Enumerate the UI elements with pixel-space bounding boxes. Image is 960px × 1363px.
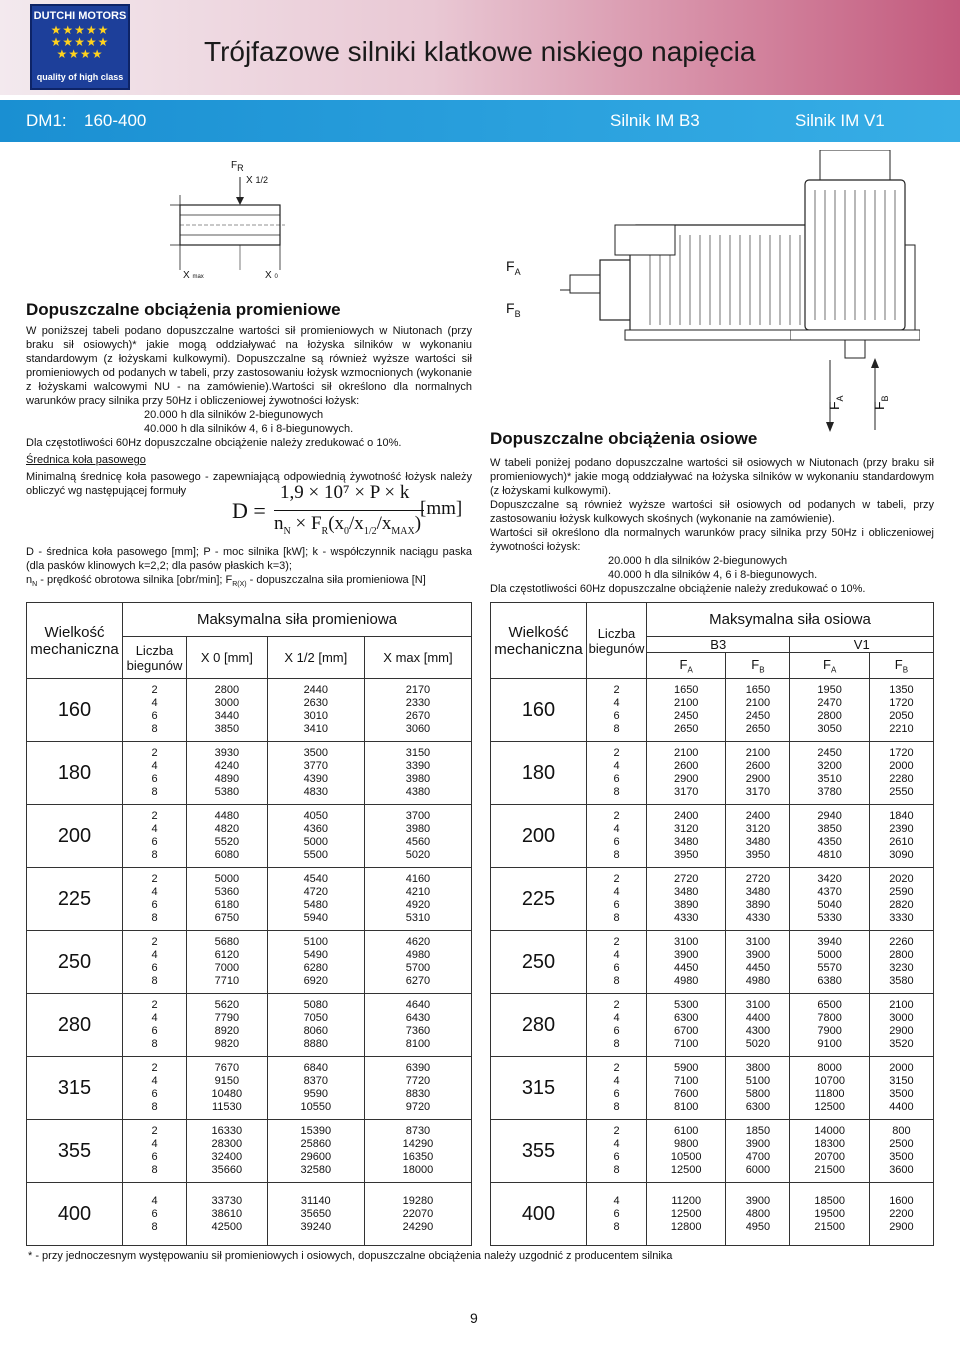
row-b3-fb: 2100 2600 2900 3170 — [726, 742, 790, 805]
row-b3-fa: 2720 3480 3890 4330 — [647, 868, 726, 931]
pulley-heading: Średnica koła pasowego — [26, 454, 146, 466]
row-size: 355 — [27, 1120, 123, 1183]
row-xmax: 3700 3980 4560 5020 — [364, 805, 471, 868]
row-b3-fb: 2400 3120 3480 3950 — [726, 805, 790, 868]
row-b3-fb: 3900 4800 4950 — [726, 1183, 790, 1246]
axial-header-v1-fb: $F_B$ — [869, 653, 933, 679]
table-row — [27, 1183, 472, 1246]
axial-p4: Dla częstotliwości 60Hz dopuszczalne obciążenie należy zredukować o 10%. — [490, 583, 866, 595]
row-size: 160 — [491, 679, 587, 742]
radial-life1: 20.000 h dla silników 2-biegunowych — [144, 409, 324, 421]
row-poles: 2 4 6 8 — [587, 805, 647, 868]
row-poles: 2 4 6 8 — [587, 742, 647, 805]
formula-unit: [mm] — [420, 498, 463, 519]
formula-legend-1: D - średnica koła pasowego [mm]; P - moc silnika [kW]; k - współczynnik naciągu paska (dla pasków klinowych k=2,2; dla pasów płaskich k=3); — [26, 546, 472, 572]
axial-title: Dopuszczalne obciążenia osiowe — [490, 429, 758, 448]
row-v1-fa: 18500 19500 21500 — [790, 1183, 869, 1246]
row-x12: 15390 25860 29600 32580 — [267, 1120, 364, 1183]
radial-header-poles: Liczba biegunów — [123, 637, 187, 679]
row-v1-fa: 8000 10700 11800 12500 — [790, 1057, 869, 1120]
row-xmax: 4640 6430 7360 8100 — [364, 994, 471, 1057]
series-bar — [0, 100, 960, 142]
row-size: 225 — [491, 868, 587, 931]
row-poles: 2 4 6 8 — [587, 994, 647, 1057]
pulley-p1: Minimalną średnicę koła pasowego - zapewniającą odpowiednią żywotność łożysk należy obliczyć wg następującej formuły — [26, 471, 472, 497]
row-v1-fa: 14000 18300 20700 21500 — [790, 1120, 869, 1183]
table-row — [491, 1120, 934, 1183]
row-b3-fa: 5300 6300 6700 7100 — [647, 994, 726, 1057]
radial-header-x0: X 0 [mm] — [187, 637, 268, 679]
table-row — [27, 931, 472, 994]
row-size: 400 — [27, 1183, 123, 1246]
row-x0: 5620 7790 8920 9820 — [187, 994, 268, 1057]
radial-p2: Dla częstotliwości 60Hz dopuszczalne obciążenie należy zredukować o 10%. — [26, 437, 402, 449]
row-size: 200 — [491, 805, 587, 868]
fb-label-b3: $F_B$ — [506, 300, 521, 319]
row-size: 280 — [491, 994, 587, 1057]
row-v1-fb: 1350 1720 2050 2210 — [869, 679, 933, 742]
row-size: 250 — [27, 931, 123, 994]
axial-header-v1-fa: $F_A$ — [790, 653, 869, 679]
row-poles: 2 4 6 8 — [587, 1120, 647, 1183]
pulley-formula — [232, 482, 472, 542]
row-v1-fb: 2020 2590 2820 3330 — [869, 868, 933, 931]
radial-load-table — [26, 602, 472, 1246]
row-x0: 7670 9150 10480 11530 — [187, 1057, 268, 1120]
company-logo — [30, 4, 130, 90]
formula-d: D = — [232, 498, 266, 523]
axial-p2: Dopuszczalne są również wyższe wartości sił osiowych od podanych w tabeli, przy zastosowaniu łożysk kulkowych skośnych (wykonanie na zamówienie). — [490, 499, 934, 525]
row-size: 315 — [491, 1057, 587, 1120]
row-size: 180 — [491, 742, 587, 805]
fb-label-v1: $F_B$ — [871, 395, 890, 410]
axial-header-b3: B3 — [647, 637, 790, 653]
formula-legend-2: $n_N$ - prędkość obrotowa silnika [obr/min]; $F_{R(X)}$ - dopuszczalna siła promieniowa [N] — [26, 574, 426, 589]
row-x0: 3930 4240 4890 5380 — [187, 742, 268, 805]
row-b3-fa: 2100 2600 2900 3170 — [647, 742, 726, 805]
row-b3-fa: 6100 9800 10500 12500 — [647, 1120, 726, 1183]
row-v1-fb: 2100 3000 2900 3520 — [869, 994, 933, 1057]
row-size: 400 — [491, 1183, 587, 1246]
fa-label-b3: $F_A$ — [506, 258, 521, 277]
radial-life2: 40.000 h dla silników 4, 6 i 8-biegunowych. — [144, 423, 354, 435]
axial-life2: 40.000 h dla silników 4, 6 i 8-biegunowych. — [608, 569, 818, 581]
row-v1-fb: 1840 2390 2610 3090 — [869, 805, 933, 868]
series-range: 160-400 — [84, 111, 147, 130]
table-row — [491, 742, 934, 805]
axial-header-group: Maksymalna siła osiowa — [647, 603, 934, 637]
row-b3-fb: 1850 3900 4700 6000 — [726, 1120, 790, 1183]
radial-header-xmax: X max [mm] — [364, 637, 471, 679]
row-v1-fb: 800 2500 3500 3600 — [869, 1120, 933, 1183]
mount-b3-label: Silnik IM B3 — [610, 111, 700, 130]
row-x12: 2440 2630 3010 3410 — [267, 679, 364, 742]
row-size: 355 — [491, 1120, 587, 1183]
row-size: 200 — [27, 805, 123, 868]
table-row — [491, 1057, 934, 1120]
row-x0: 4480 4820 5520 6080 — [187, 805, 268, 868]
radial-title: Dopuszczalne obciążenia promieniowe — [26, 300, 341, 319]
formula-numerator: 1,9 × 10⁷ × P × k — [280, 482, 410, 503]
shaft-diagram — [170, 155, 320, 285]
row-poles: 4 6 8 — [587, 1183, 647, 1246]
row-x0: 2800 3000 3440 3850 — [187, 679, 268, 742]
row-poles: 2 4 6 8 — [123, 1120, 187, 1183]
row-x0: 33730 38610 42500 — [187, 1183, 268, 1246]
axial-header-poles: Liczba biegunów — [587, 603, 647, 679]
row-v1-fb: 1720 2000 2280 2550 — [869, 742, 933, 805]
row-poles: 2 4 6 8 — [587, 931, 647, 994]
row-v1-fa: 3940 5000 5570 6380 — [790, 931, 869, 994]
row-xmax: 19280 22070 24290 — [364, 1183, 471, 1246]
radial-header-size: Wielkość mechaniczna — [27, 603, 123, 679]
row-poles: 2 4 6 8 — [123, 931, 187, 994]
row-xmax: 8730 14290 16350 18000 — [364, 1120, 471, 1183]
row-b3-fa: 11200 12500 12800 — [647, 1183, 726, 1246]
row-b3-fb: 3100 4400 4300 5020 — [726, 994, 790, 1057]
row-xmax: 3150 3390 3980 4380 — [364, 742, 471, 805]
row-x12: 5100 5490 6280 6920 — [267, 931, 364, 994]
xmax-label: X max — [183, 270, 204, 281]
row-x0: 5000 5360 6180 6750 — [187, 868, 268, 931]
axial-p3: Wartości sił określono dla normalnych warunków pracy silnika przy 50Hz i obliczeniowej żywotności łożysk: — [490, 527, 934, 553]
axial-header-size: Wielkość mechaniczna — [491, 603, 587, 679]
row-x0: 5680 6120 7000 7710 — [187, 931, 268, 994]
row-size: 280 — [27, 994, 123, 1057]
motor-v1-drawing — [790, 150, 920, 440]
row-x12: 3500 3770 4390 4830 — [267, 742, 364, 805]
row-poles: 2 4 6 8 — [123, 1057, 187, 1120]
table-row — [491, 805, 934, 868]
fa-label-v1: $F_A$ — [826, 395, 845, 410]
row-x0: 16330 28300 32400 35660 — [187, 1120, 268, 1183]
formula-denominator: $n_N \times F_R(x_0/x_{1/2}/x_{MAX})$ — [274, 513, 422, 537]
row-v1-fb: 2260 2800 3230 3580 — [869, 931, 933, 994]
row-poles: 2 4 6 8 — [123, 742, 187, 805]
row-xmax: 6390 7720 8830 9720 — [364, 1057, 471, 1120]
logo-slogan: quality of high class — [36, 72, 124, 82]
formula-fraction-line — [274, 510, 424, 511]
formula-legend — [26, 545, 472, 592]
row-x12: 31140 35650 39240 — [267, 1183, 364, 1246]
row-b3-fb: 3800 5100 5800 6300 — [726, 1057, 790, 1120]
table-row — [491, 931, 934, 994]
row-b3-fb: 1650 2100 2450 2650 — [726, 679, 790, 742]
table-row — [27, 679, 472, 742]
x12-label: X 1/2 — [246, 175, 268, 186]
row-b3-fb: 3100 3900 4450 4980 — [726, 931, 790, 994]
axial-header-b3-fa: $F_A$ — [647, 653, 726, 679]
row-poles: 2 4 6 8 — [587, 1057, 647, 1120]
row-v1-fa: 2940 3850 4350 4810 — [790, 805, 869, 868]
table-row — [491, 1183, 934, 1246]
x0-label: X 0 — [265, 270, 278, 281]
row-v1-fa: 1950 2470 2800 3050 — [790, 679, 869, 742]
table-row — [491, 868, 934, 931]
table-row — [27, 994, 472, 1057]
logo-name: DUTCHI MOTORS — [33, 10, 127, 22]
table-row — [27, 1120, 472, 1183]
row-size: 160 — [27, 679, 123, 742]
page-header — [0, 0, 960, 95]
row-size: 250 — [491, 931, 587, 994]
row-poles: 2 4 6 8 — [587, 679, 647, 742]
axial-header-b3-fb: $F_B$ — [726, 653, 790, 679]
row-size: 315 — [27, 1057, 123, 1120]
row-b3-fa: 3100 3900 4450 4980 — [647, 931, 726, 994]
radial-header-x12: X 1/2 [mm] — [267, 637, 364, 679]
row-x12: 5080 7050 8060 8880 — [267, 994, 364, 1057]
table-row — [27, 868, 472, 931]
row-b3-fa: 1650 2100 2450 2650 — [647, 679, 726, 742]
table-row — [27, 1057, 472, 1120]
row-v1-fa: 6500 7800 7900 9100 — [790, 994, 869, 1057]
table-row — [491, 679, 934, 742]
radial-header-group: Maksymalna siła promieniowa — [123, 603, 472, 637]
row-poles: 2 4 6 8 — [123, 868, 187, 931]
series-label: DM1: — [26, 111, 67, 130]
row-v1-fb: 2000 3150 3500 4400 — [869, 1057, 933, 1120]
row-xmax: 4620 4980 5700 6270 — [364, 931, 471, 994]
row-v1-fa: 2450 3200 3510 3780 — [790, 742, 869, 805]
row-poles: 2 4 6 8 — [123, 679, 187, 742]
axial-description — [490, 456, 934, 596]
axial-life1: 20.000 h dla silników 2-biegunowych — [608, 555, 788, 567]
row-v1-fa: 3420 4370 5040 5330 — [790, 868, 869, 931]
table-row — [491, 994, 934, 1057]
row-b3-fa: 2400 3120 3480 3950 — [647, 805, 726, 868]
row-poles: 2 4 6 8 — [587, 868, 647, 931]
radial-p1: W poniższej tabeli podano dopuszczalne wartości sił promieniowych w Niutonach (przy braku sił osiowych)* jakie mogą oddziaływać na łożyska silników w wykonaniu standardowym (z łożyskami kulkowymi). Dopuszczalne są również wyższe wartości sił promieniowych od podanych w tabeli, przy zastosowaniu łożysk wzmocnionych (wykonanie z łożyskami walcowymi NU - na zamówienie).Wartości sił określono dla normalnych warunków pracy silnika przy 50Hz i obliczeniowej żywotności łożysk: — [26, 325, 472, 407]
table-row — [27, 805, 472, 868]
table-row — [27, 742, 472, 805]
row-xmax: 2170 2330 2670 3060 — [364, 679, 471, 742]
row-x12: 4050 4360 5000 5500 — [267, 805, 364, 868]
axial-p1: W tabeli poniżej podano dopuszczalne wartości sił osiowych w Niutonach (przy braku sił promieniowych)* jakie mogą oddziaływać na łożyska silników w wykonaniu standardowym (z łożyskami kulkowymi). — [490, 457, 934, 497]
row-b3-fb: 2720 3480 3890 4330 — [726, 868, 790, 931]
row-size: 225 — [27, 868, 123, 931]
row-b3-fa: 5900 7100 7600 8100 — [647, 1057, 726, 1120]
logo-stars-icon: ★★★★★ ★★★★★ ★★★★ — [50, 23, 110, 61]
row-x12: 6840 8370 9590 10550 — [267, 1057, 364, 1120]
footnote: * - przy jednoczesnym występowaniu sił promieniowych i osiowych, dopuszczalne obciążenia należy uzgodnić z producentem silnika — [28, 1250, 673, 1262]
mount-v1-label: Silnik IM V1 — [795, 111, 885, 130]
fr-label: $F_R$ — [231, 160, 244, 173]
page-title: Trójfazowe silniki klatkowe niskiego napięcia — [204, 36, 756, 67]
row-poles: 2 4 6 8 — [123, 805, 187, 868]
axial-load-table — [490, 602, 934, 1246]
row-poles: 2 4 6 8 — [123, 994, 187, 1057]
row-xmax: 4160 4210 4920 5310 — [364, 868, 471, 931]
row-x12: 4540 4720 5480 5940 — [267, 868, 364, 931]
radial-description — [26, 324, 472, 498]
row-poles: 4 6 8 — [123, 1183, 187, 1246]
row-size: 180 — [27, 742, 123, 805]
row-v1-fb: 1600 2200 2900 — [869, 1183, 933, 1246]
page-number: 9 — [470, 1310, 478, 1326]
axial-header-v1: V1 — [790, 637, 934, 653]
